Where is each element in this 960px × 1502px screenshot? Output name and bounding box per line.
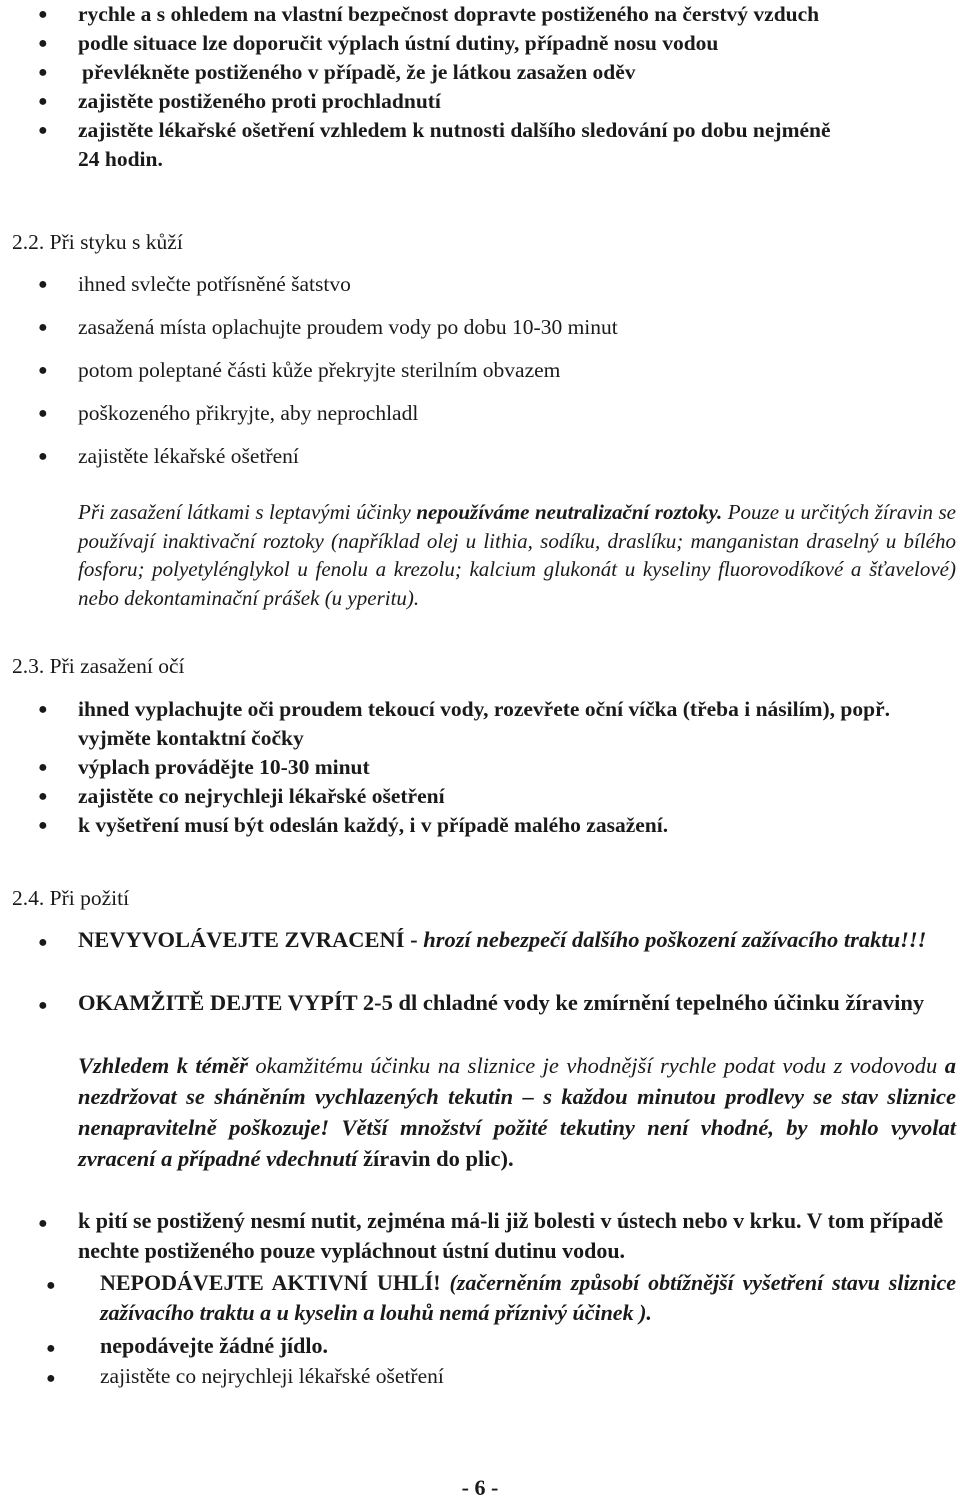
list-item: ● potom poleptané části kůže překryjte sterilním obvazem: [0, 356, 960, 399]
list-item: ● zajistěte postiženého proti prochladnutí: [0, 87, 960, 116]
bullet-icon: ●: [38, 319, 48, 336]
bullet-icon: ●: [38, 817, 48, 834]
list-item: ● ihned vyplachujte oči proudem tekoucí vody, rozevřete oční víčka (třeba i násilím), popř. vyjměte kontaktní čočky: [38, 697, 890, 750]
bullet-icon: ●: [38, 6, 48, 23]
bullet-icon: ●: [46, 1340, 56, 1357]
section-heading-ingestion: 2.4. Při požití: [12, 886, 130, 910]
list-item: ● rychle a s ohledem na vlastní bezpečnost dopravte postiženého na čerstvý vzduch: [0, 0, 960, 29]
bullet-icon: ●: [38, 93, 48, 110]
list-item: ● zajistěte co nejrychleji lékařské ošetření: [0, 782, 960, 811]
list-item: ● zajistěte lékařské ošetření: [0, 442, 960, 485]
bullet-icon: ●: [38, 122, 48, 139]
list-item: ● převlékněte postiženého v případě, že je látkou zasažen oděv: [0, 58, 960, 87]
skin-contact-list: [0, 270, 960, 485]
neutralization-note: Při zasažení látkami s leptavými účinky nepoužíváme neutralizační roztoky. Pouze u určitých žíravin se používají inaktivační roztoky (například olej u lithia, sodíku, draslíku; manganistan draselný u bílého fosforu; polyetylénglykol u fenolu a krezolu; kalcium glukonát u kyseliny fluorovodíkové a šťavelové) nebo dekontaminační prášek (u yperitu).: [78, 500, 957, 610]
list-item: ● zasažená místa oplachujte proudem vody po dobu 10-30 minut: [0, 313, 960, 356]
page-number: - 6 -: [461, 1475, 499, 1500]
list-item: ● ihned svlečte potřísněné šatstvo: [0, 270, 960, 313]
list-item: ● podle situace lze doporučit výplach ústní dutiny, případně nosu vodou: [0, 29, 960, 58]
bullet-icon: ●: [38, 276, 48, 293]
list-item-continuation: 24 hodin.: [78, 147, 163, 171]
list-item: ● poškozeného přikryjte, aby neprochladl: [0, 399, 960, 442]
list-item: ● výplach provádějte 10-30 minut: [0, 753, 960, 782]
list-item: ● k vyšetření musí být odeslán každý, i v případě malého zasažení.: [0, 811, 960, 840]
document-page: ● rychle a s ohledem na vlastní bezpečnost dopravte postiženého na čerstvý vzduch ● podle situace lze doporučit výplach ústní dutiny, případně nosu vodou ● převlékněte postiženého v případě, že je látkou zasažen oděv ● zajistěte postiženého proti prochladnutí ● zajistěte lékařské ošetření vzhledem k nutnosti dalšího sledování po dobu nejméně 24 hodin. 2.2. Při styku s kůží ● ihned svlečte potřísněné šatstvo ● zasažená místa oplachujte proudem vody po dobu 10-30 minut ● potom poleptané části kůže překryjte sterilním obvazem ● poškozeného přikryjte, aby neprochladl ● zajistěte lékařské ošetření Při zasažení látkami s leptavými účinky nepoužíváme neutralizační roztoky. Pouze u určitých žíravin se používají inaktivační roztoky (například olej u lithia, sodíku, draslíku; manganistan draselný u bílého fosforu; polyetylénglykol u fenolu a krezolu; kalcium glukonát u kyseliny fluorovodíkové a šťavelové) nebo dekontaminační prášek (u yperitu). 2.3. Při zasažení očí ● ihned vyplachujte oči proudem tekoucí vody, rozevřete oční víčka (třeba i násilím), popř. vyjměte kontaktní čočky ● výplach provádějte 10-30 minut ● zajistěte co nejrychleji lékařské ošetření ● k vyšetření musí být odeslán každý, i v případě malého zasažení. 2.4. Při požití ● NEVYVOLÁVEJTE ZVRACENÍ - hrozí nebezpečí dalšího poškození zažívacího traktu!!! ● OKAMŽITĚ DEJTE VYPÍT 2-5 dl chladné vody ke zmírnění tepelného účinku žíraviny Vzhledem k téměř okamžitému účinku na sliznice je vhodnější rychle podat vodu z vodovodu a nezdržovat se sháněním vychlazených tekutin – s každou minutou prodlevy se stav sliznice nenapravitelně poškozuje! Větší množství požité tekutiny není vhodné, by mohlo vyvolat zvracení a případné vdechnutí žíravin do plic). ● k pití se postižený nesmí nutit, zejména má-li již bolesti v ústech nebo v krku. V tom případě nechte postiženého pouze vypláchnout ústní dutinu vodou. ● NEPODÁVEJTE AKTIVNÍ UHLÍ! (začerněním způsobí obtížnější vyšetření stavu sliznice zažívacího traktu a u kyselin a louhů nemá příznivý účinek ). ● nepodávejte žádné jídlo. ● zajistěte co nejrychleji lékařské ošetření - 6 -: [0, 0, 960, 1499]
bullet-icon: ●: [46, 1370, 56, 1387]
bullet-icon: ●: [38, 788, 48, 805]
bullet-icon: ●: [38, 701, 48, 718]
bullet-icon: ●: [38, 35, 48, 52]
eye-contact-list: [0, 695, 960, 840]
bullet-icon: ●: [38, 362, 48, 379]
bullet-icon: ●: [38, 1215, 48, 1232]
list-item: ● zajistěte lékařské ošetření vzhledem k nutnosti dalšího sledování po dobu nejméně: [0, 116, 960, 145]
bullet-icon: ●: [38, 448, 48, 465]
bullet-icon: ●: [38, 934, 48, 951]
first-aid-inhalation-list: [0, 0, 960, 174]
section-heading-eyes: 2.3. Při zasažení očí: [12, 654, 185, 678]
bullet-icon: ●: [38, 759, 48, 776]
section-heading-skin: 2.2. Při styku s kůží: [12, 230, 183, 254]
bullet-icon: ●: [38, 405, 48, 422]
bullet-icon: ●: [46, 1277, 56, 1294]
bullet-icon: ●: [38, 997, 48, 1014]
ingestion-water-note: Vzhledem k téměř okamžitému účinku na sliznice je vhodnější rychle podat vodu z vodovodu a nezdržovat se sháněním vychlazených tekutin – s každou minutou prodlevy se stav sliznice nenapravitelně poškozuje! Větší množství požité tekutiny není vhodné, by mohlo vyvolat zvracení a případné vdechnutí žíravin do plic).: [78, 1053, 956, 1171]
bullet-icon: ●: [38, 64, 48, 81]
